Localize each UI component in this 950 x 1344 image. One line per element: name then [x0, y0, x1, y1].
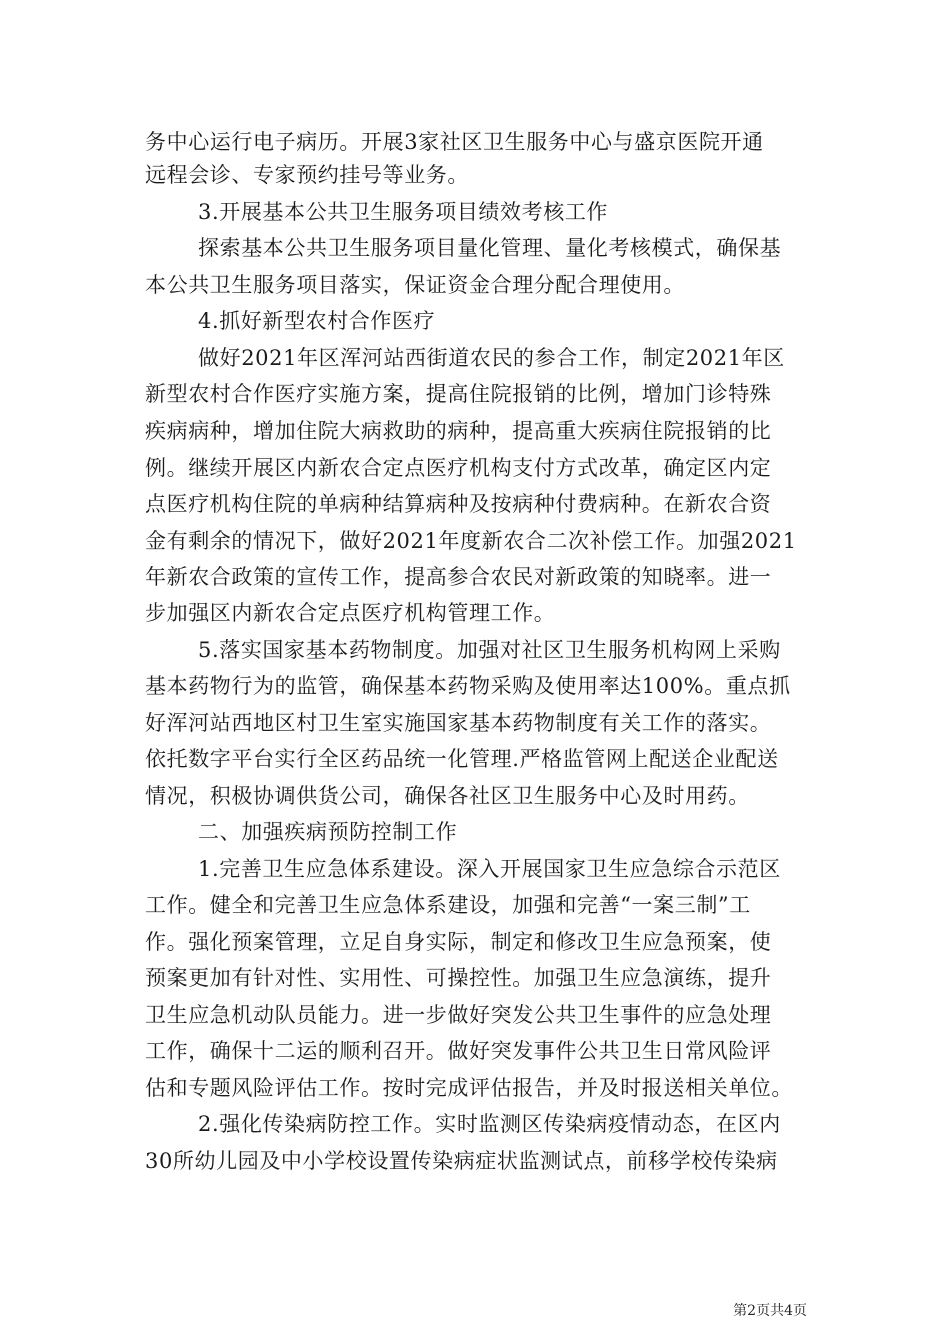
text-line: 疾病病种，增加住院大病救助的病种，提高重大疾病住院报销的比: [145, 419, 772, 443]
text-line: 2.强化传染病防控工作。实时监测区传染病疫情动态，在区内: [198, 1112, 781, 1136]
text-line: 步加强区内新农合定点医疗机构管理工作。: [145, 601, 556, 625]
text-line: 卫生应急机动队员能力。进一步做好突发公共卫生事件的应急处理: [145, 1003, 772, 1027]
text-line: 探索基本公共卫生服务项目量化管理、量化考核模式，确保基: [198, 236, 782, 260]
text-line: 工作，确保十二运的顺利召开。做好突发事件公共卫生日常风险评: [145, 1039, 772, 1063]
text-line: 年新农合政策的宣传工作，提高参合农民对新政策的知晓率。进一: [145, 565, 772, 589]
section-heading: 4.抓好新型农村合作医疗: [198, 309, 436, 333]
text-line: 点医疗机构住院的单病种结算病种及按病种付费病种。在新农合资: [145, 492, 772, 516]
text-line: 30所幼儿园及中小学校设置传染病症状监测试点，前移学校传染病: [145, 1149, 778, 1173]
text-line: 5.落实国家基本药物制度。加强对社区卫生服务机构网上采购: [198, 638, 781, 662]
text-line: 估和专题风险评估工作。按时完成评估报告，并及时报送相关单位。: [145, 1076, 793, 1100]
text-line: 新型农村合作医疗实施方案，提高住院报销的比例，增加门诊特殊: [145, 382, 772, 406]
text-line: 好浑河站西地区村卫生室实施国家基本药物制度有关工作的落实。: [145, 711, 772, 735]
text-line: 基本药物行为的监管，确保基本药物采购及使用率达100%。重点抓: [145, 674, 791, 698]
text-line: 例。继续开展区内新农合定点医疗机构支付方式改革，确定区内定: [145, 456, 772, 480]
page-number: 第2页共4页: [733, 1303, 807, 1319]
section-heading: 3.开展基本公共卫生服务项目绩效考核工作: [198, 200, 609, 224]
text-line: 金有剩余的情况下，做好2021年度新农合二次补偿工作。加强2021: [145, 529, 797, 553]
text-line: 本公共卫生服务项目落实，保证资金合理分配合理使用。: [145, 273, 685, 297]
text-line: 预案更加有针对性、实用性、可操控性。加强卫生应急演练，提升: [145, 966, 772, 990]
text-line: 情况，积极协调供货公司，确保各社区卫生服务中心及时用药。: [145, 784, 750, 808]
text-line: 作。强化预案管理，立足自身实际，制定和修改卫生应急预案，使: [145, 930, 772, 954]
section-heading: 二、加强疾病预防控制工作: [198, 820, 458, 844]
text-line: 做好2021年区浑河站西街道农民的参合工作，制定2021年区: [198, 346, 785, 370]
text-line: 远程会诊、专家预约挂号等业务。: [145, 163, 469, 187]
text-line: 依托数字平台实行全区药品统一化管理.严格监管网上配送企业配送: [145, 747, 779, 771]
text-line: 务中心运行电子病历。开展3家社区卫生服务中心与盛京医院开通: [145, 130, 764, 154]
text-line: 工作。健全和完善卫生应急体系建设，加强和完善“一案三制”工: [145, 893, 751, 917]
text-line: 1.完善卫生应急体系建设。深入开展国家卫生应急综合示范区: [198, 857, 781, 881]
